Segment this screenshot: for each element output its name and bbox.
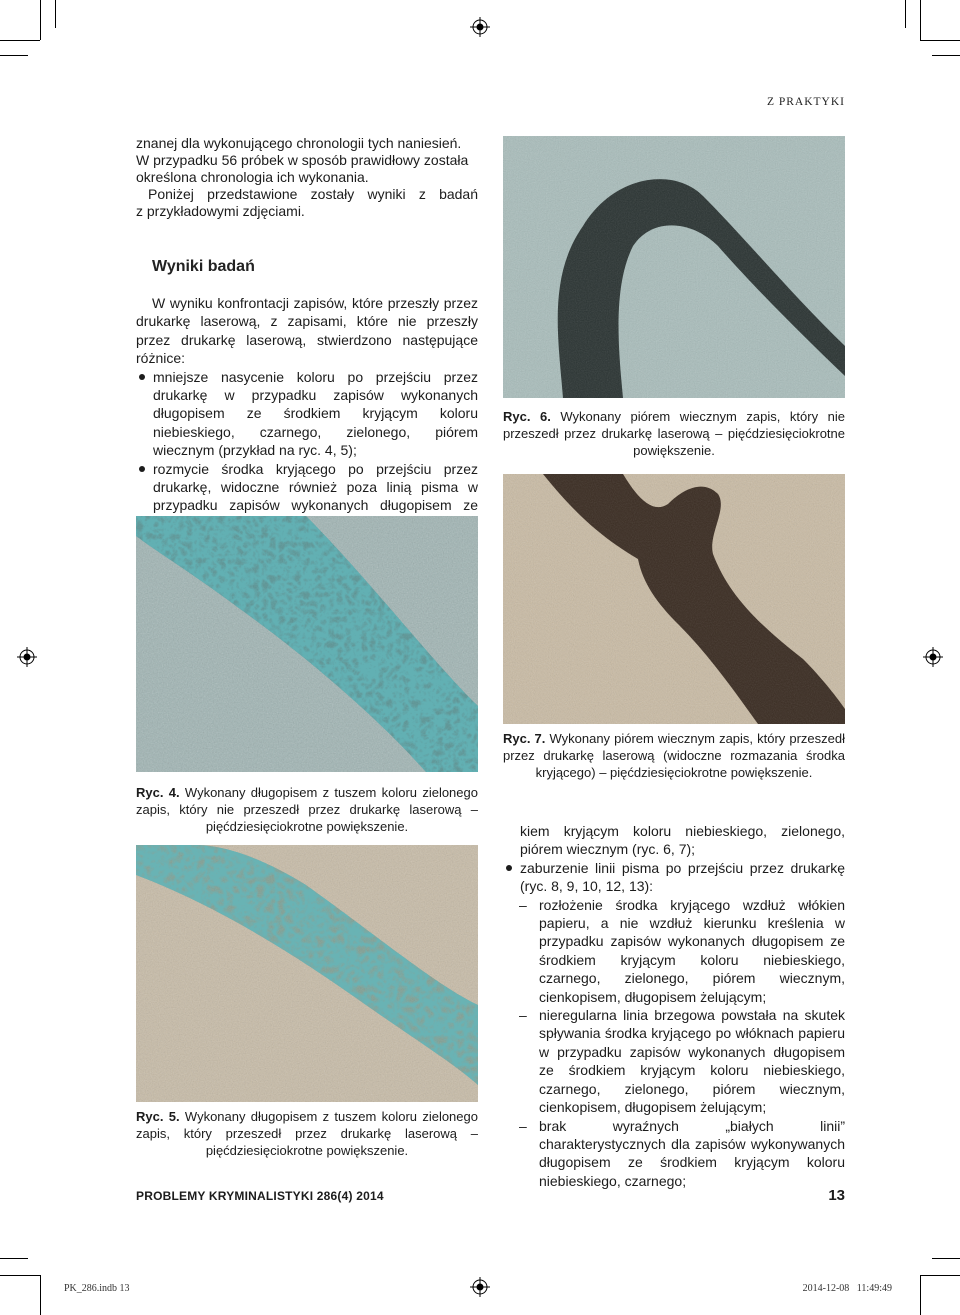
figure-4-photo [136,516,478,772]
list-item: rozmycie środka kryjącego po przejściu przez drukarkę, widoczne również poza linią pisma w przypadku zapisów wykonanych długopisem ze [136,460,478,534]
intro-line: z przykładowymi zdjęciami. [136,203,305,219]
journal-footer: PROBLEMY KRYMINALISTYKI 286(4) 2014 [136,1189,384,1203]
intro-paragraph [136,135,478,220]
figure-7-caption [503,730,845,781]
list-item: mniejsze nasycenie koloru po przejściu przez drukarkę w przypadku zapisów wykonanych długopisem ze środkiem kryjącym koloru niebieskiego, czarnego, zielonego, piórem wiecznym (przykład na ryc. 4, 5); [136,368,478,460]
results-body [136,294,478,533]
results-bullet-list [136,368,478,534]
figure-6-text: Wykonany piórem wiecznym zapis, który nie przeszedł przez drukarkę laserową – pięćdziesięciokrotne powiększenie. [503,409,845,458]
crop-mark-top-left-h [0,40,40,41]
figure-7-photo [503,474,845,724]
registration-mark-left-icon [17,647,37,667]
crop-mark-bottom-right-v [920,1275,921,1315]
registration-mark-top-icon [470,17,490,37]
list-item: – rozłożenie środka kryjącego wzdłuż włókien papieru, a nie wzdłuż kierunku kreślenia w przypadku zapisów wykonanych długopisem ze środkiem kryjącym koloru niebieskiego, czarnego, zielonego, piórem wiecznym, cienkopisem, długopisem żelującym; [503,896,845,1006]
figure-4-label: Ryc. 4. [136,785,180,800]
crop-mark-top-left-h2 [0,55,28,56]
crop-mark-bottom-left-h2 [0,1258,28,1259]
figure-5-text: Wykonany długopisem z tuszem koloru zielonego zapis, który przeszedł przez drukarkę laserową – pięćdziesięciokrotne powiększenie. [136,1109,478,1158]
list-item: – brak wyraźnych „białych linii” charakterystycznych dla zapisów wykonywanych długopisem ze środkiem kryjącym koloru niebieskiego, czarnego; [503,1117,845,1191]
list-item: – nieregularna linia brzegowa powstała na skutek spływania środka kryjącego po włóknach papieru w przypadku zapisów wykonanych długopisem ze środkiem kryjącym koloru niebieskiego, czarnego, zielonego, piórem wiecznym, cienkopisem, długopisem żelującym; [503,1006,845,1116]
figure-7-label: Ryc. 7. [503,731,546,746]
crop-mark-top-right-h [920,40,960,41]
intro-line: znanej dla wykonującego chronologii tych naniesień. [136,135,462,151]
registration-mark-bottom-icon [470,1277,490,1297]
figure-4-caption [136,784,478,835]
figure-5-caption [136,1108,478,1159]
list-item: zaburzenie linii pisma po przejściu przez drukarkę (ryc. 8, 9, 10, 12, 13): [503,859,845,896]
figure-4-text: Wykonany długopisem z tuszem koloru zielonego zapis, który nie przeszedł przez drukarkę laserową – pięćdziesięciokrotne powiększenie. [136,785,478,834]
intro-line: określona chronologia ich wykonania. [136,169,369,185]
dash-list [503,896,845,1191]
crop-mark-bottom-left-h [0,1275,40,1276]
registration-mark-right-icon [923,647,943,667]
crop-mark-top-left-v [40,0,41,40]
crop-mark-bottom-right-h [920,1275,960,1276]
figure-7-text: Wykonany piórem wiecznym zapis, który przeszedł przez drukarkę laserową (widoczne rozmazania środka kryjącego) – pięćdziesięciokrotne powiększenie. [503,731,845,780]
crop-mark-top-right-v [920,0,921,40]
continuation-body [503,822,845,1190]
results-lead: W wyniku konfrontacji zapisów, które przeszły przez drukarkę laserową, z zapisami, które nie przeszły przez drukarkę laserową, stwierdzono następujące różnice: [136,295,478,367]
crop-mark-top-right-h2 [932,55,960,56]
intro-line: Poniżej przedstawione zostały wyniki z badań [148,186,478,202]
continuation-text: kiem kryjącym koloru niebieskiego, zielonego, piórem wiecznym (ryc. 6, 7); [520,823,845,858]
crop-mark-top-right-v2 [905,0,906,28]
section-heading: Wyniki badań [152,258,255,275]
crop-mark-top-left-v2 [55,0,56,28]
section-header: Z PRAKTYKI [766,96,845,108]
page-number: 13 [828,1187,845,1204]
crop-mark-bottom-left-v [40,1275,41,1315]
print-slug-timestamp: 2014-12-08 11:49:49 [802,1283,892,1294]
continuation-bullet-list [503,859,845,896]
figure-6-caption [503,408,845,459]
print-slug-file: PK_286.indb 13 [64,1283,130,1294]
crop-mark-bottom-right-h2 [932,1258,960,1259]
figure-6-label: Ryc. 6. [503,409,551,424]
figure-5-photo [136,845,478,1102]
figure-6-photo [503,136,845,398]
intro-line: W przypadku 56 próbek w sposób prawidłowy została [136,152,469,168]
figure-5-label: Ryc. 5. [136,1109,180,1124]
